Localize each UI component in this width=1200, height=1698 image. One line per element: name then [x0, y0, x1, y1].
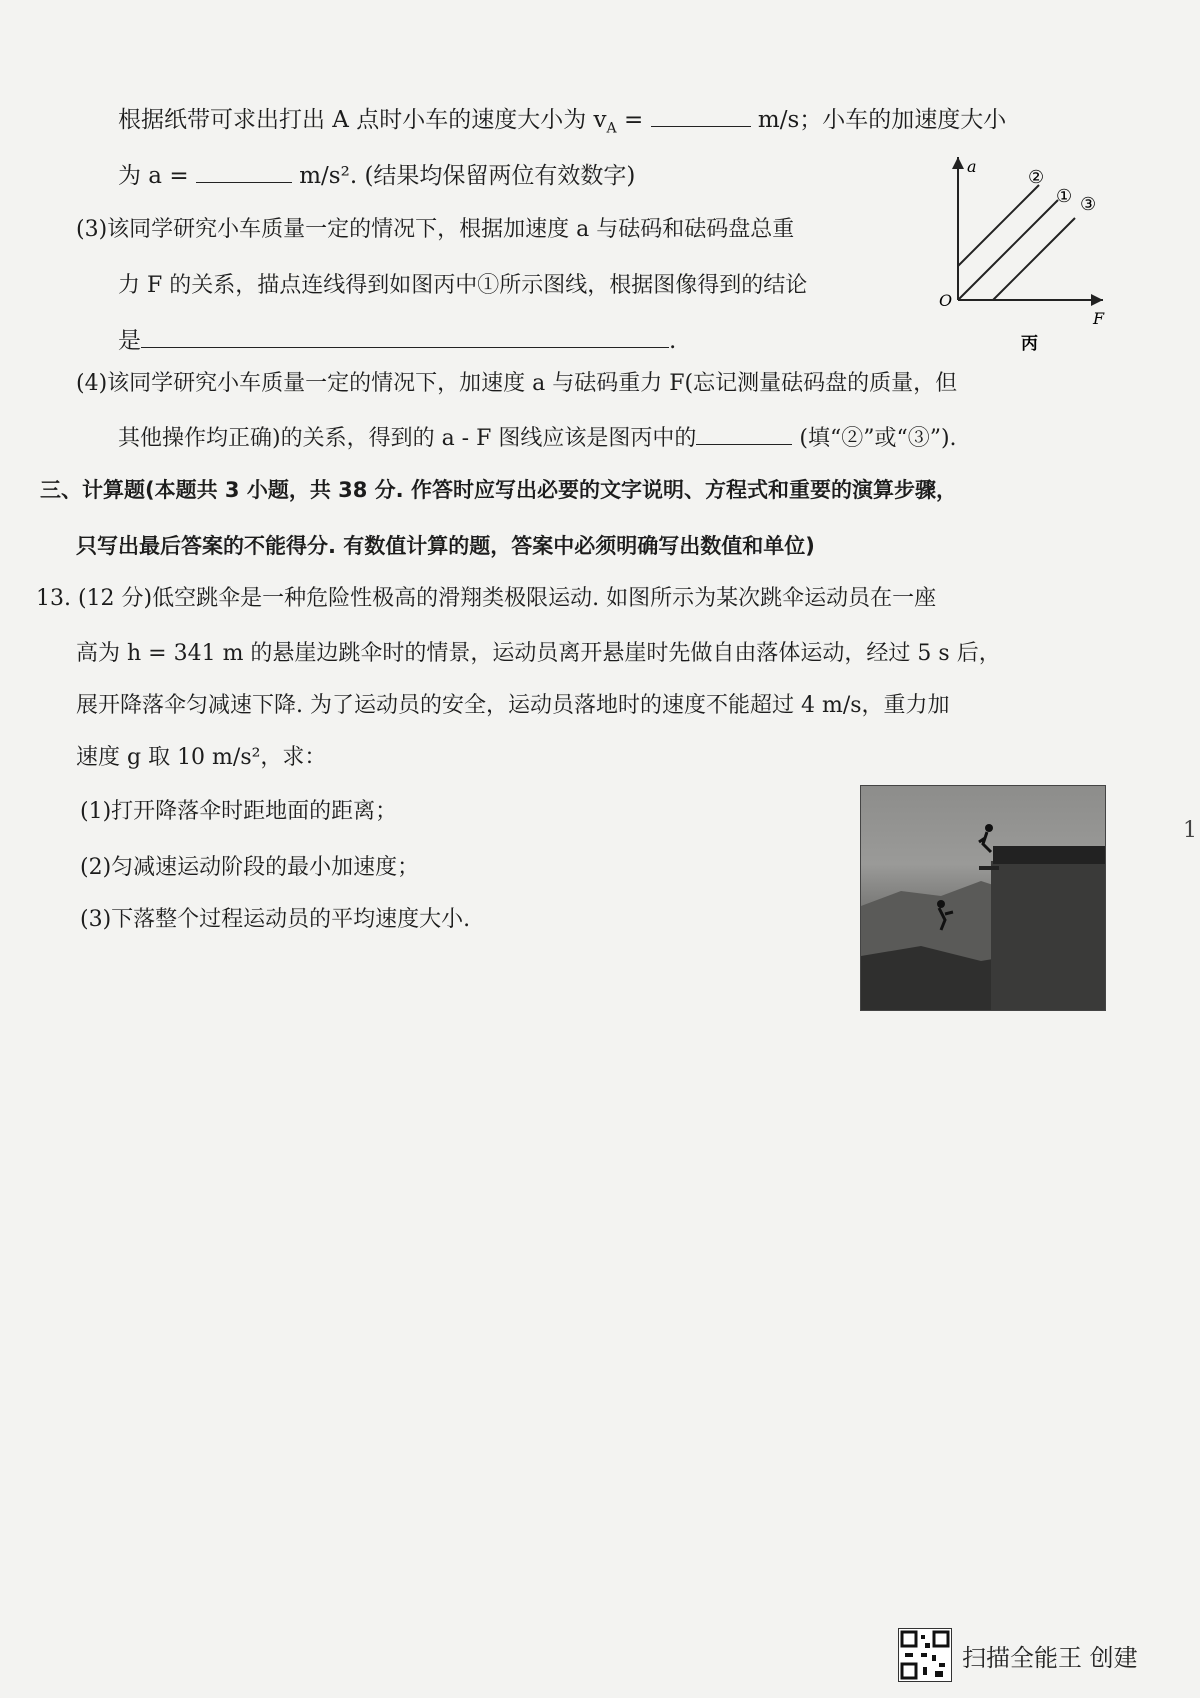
q13-sub1: (1)打开降落伞时距地面的距离；: [80, 799, 398, 824]
cliff-jump-photo: [860, 785, 1106, 1011]
axis-label-F: F: [1093, 309, 1105, 328]
q13-line4: 速度 g 取 10 m/s²，求：: [76, 745, 327, 770]
q12-part3-line1: (3)该同学研究小车质量一定的情况下，根据加速度 a 与砝码和砝码盘总重: [76, 217, 795, 242]
q12-line1-pre: 根据纸带可求出打出 A 点时小车的速度大小为 v: [118, 107, 607, 133]
q12-part3-line3-pre: 是: [118, 328, 141, 354]
line-label-1: ①: [1056, 186, 1073, 207]
figure-caption: 丙: [1021, 334, 1038, 352]
q13-line3: 展开降落伞匀减速下降. 为了运动员的安全，运动员落地时的速度不能超过 4 m/s，重力加: [76, 693, 950, 718]
qr-code-icon: [898, 1628, 952, 1682]
q12-line2: [118, 160, 635, 192]
q13-line1: 13. (12 分)低空跳伞是一种危险性极高的滑翔类极限运动. 如图所示为某次跳伞运动员在一座: [36, 586, 937, 611]
answer-blank-a[interactable]: [196, 162, 292, 183]
q12-part3-line3-post: .: [669, 328, 677, 354]
q12-line1-post: m/s；小车的加速度大小: [757, 107, 1007, 133]
q12-line1-mid: =: [616, 107, 651, 133]
va-subscript: A: [606, 120, 617, 137]
q12-part4-line2: [118, 423, 957, 455]
answer-blank-va[interactable]: [651, 106, 751, 127]
q12-line2-pre: 为 a =: [118, 163, 196, 189]
side-margin-mark: 1: [1183, 818, 1197, 843]
section3-heading-line2: 只写出最后答案的不能得分. 有数值计算的题，答案中必须明确写出数值和单位): [76, 534, 815, 558]
q13-sub3: (3)下落整个过程运动员的平均速度大小.: [80, 907, 471, 932]
q13-sub2: (2)匀减速运动阶段的最小加速度；: [80, 855, 420, 880]
origin-label: O: [939, 291, 953, 310]
q12-part4-line1: (4)该同学研究小车质量一定的情况下，加速度 a 与砝码重力 F(忘记测量砝码盘的质量，但: [76, 371, 958, 396]
line-3: [993, 218, 1075, 300]
answer-blank-conclusion[interactable]: [141, 327, 669, 348]
figure-bing-graph: [925, 152, 1125, 352]
footer-text: 扫描全能王 创建: [962, 1643, 1138, 1672]
cliff-jump-illustration: [861, 786, 1105, 1010]
section3-heading-line1: 三、计算题(本题共 3 小题，共 38 分. 作答时应写出必要的文字说明、方程式和重要的演算步骤，: [40, 478, 957, 502]
answer-blank-graph[interactable]: [696, 424, 792, 445]
q13-line2: 高为 h = 341 m 的悬崖边跳伞时的情景，运动员离开悬崖时先做自由落体运动，经过 5 s 后，: [76, 641, 1001, 666]
scanner-watermark: [898, 1628, 1138, 1682]
line-label-3: ③: [1080, 194, 1097, 215]
line-label-2: ②: [1028, 167, 1045, 188]
q12-line1: [118, 104, 1006, 145]
q12-part3-line3: [118, 325, 676, 357]
q12-part3-line2: 力 F 的关系，描点连线得到如图丙中①所示图线，根据图像得到的结论: [118, 273, 808, 298]
q12-line2-post: m/s². (结果均保留两位有效数字): [299, 163, 636, 189]
line-2: [958, 185, 1039, 266]
q12-part4-line2-pre: 其他操作均正确)的关系，得到的 a - F 图线应该是图丙中的: [118, 426, 697, 451]
q12-part4-line2-post: (填“②”或“③”).: [799, 426, 957, 451]
axis-label-a: a: [967, 157, 977, 176]
